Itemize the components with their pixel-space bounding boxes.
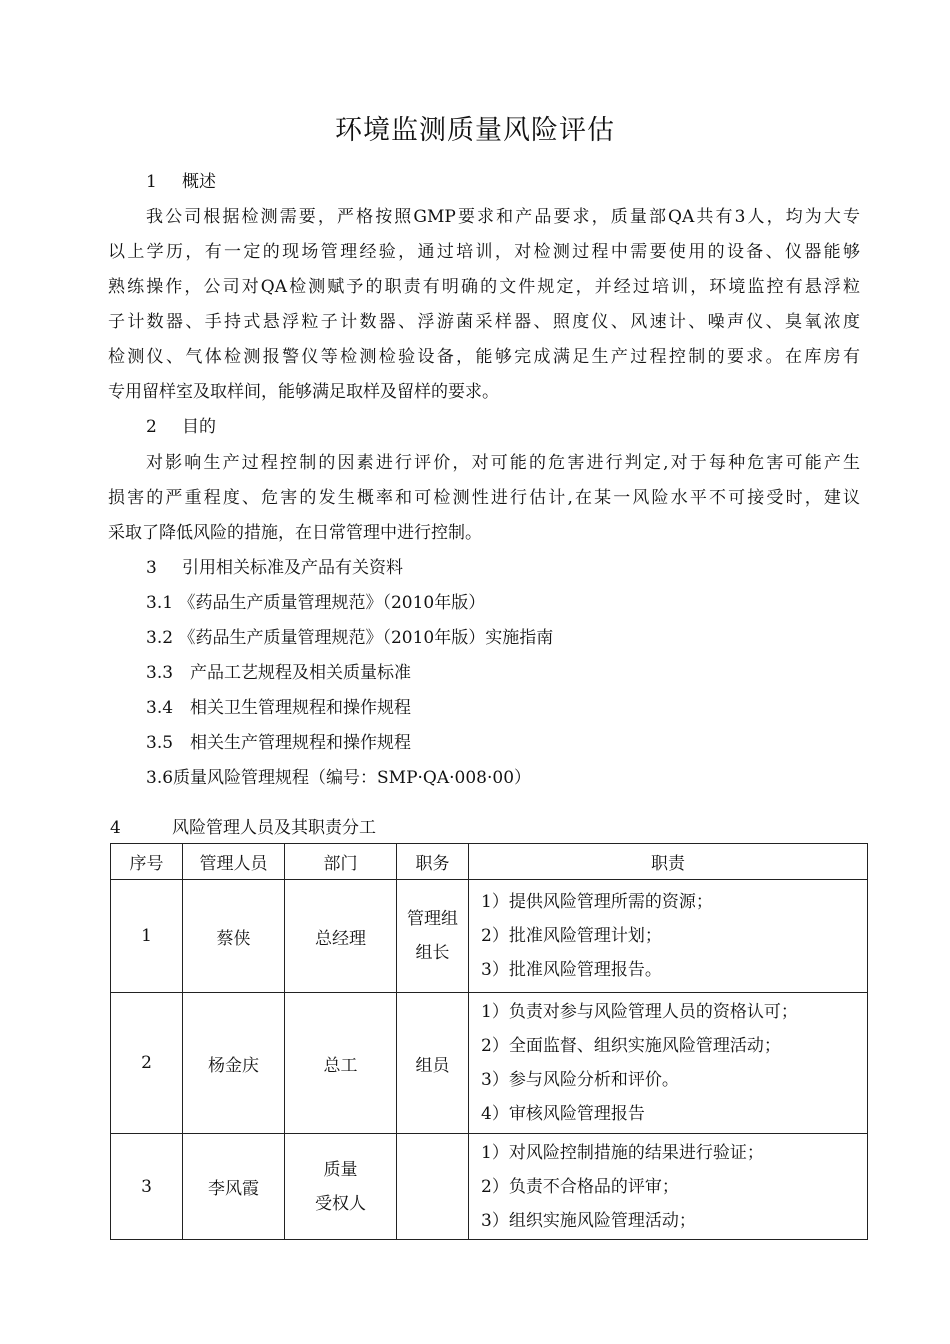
responsibility-table: [110, 843, 868, 1240]
department: 质量 受权人: [285, 1134, 397, 1240]
table-row: [111, 993, 868, 1134]
paragraph-line: 我公司根据检测需要，严格按照GMP要求和产品要求，质量部QA共有3人，均为大专: [146, 207, 860, 227]
paragraph-line: 检测仪、气体检测报警仪等检测检验设备，能够完成满足生产过程控制的要求。在库房有: [108, 347, 860, 367]
reference-item: 3.1 《药品生产质量管理规范》（2010年版）: [146, 593, 486, 613]
department: 总经理: [285, 880, 397, 993]
header-cell: 管理人员: [183, 844, 285, 880]
section-4-heading: 4 风险管理人员及其职责分工: [110, 818, 376, 838]
paragraph-line: 以上学历，有一定的现场管理经验，通过培训，对检测过程中需要使用的设备、仪器能够: [108, 242, 860, 262]
position: 组员: [397, 993, 469, 1134]
position: 管理组 组长: [397, 880, 469, 993]
reference-item: 3.5 相关生产管理规程和操作规程: [146, 733, 412, 753]
section-1-heading: 1 概述: [146, 172, 216, 192]
duties: 1）负责对参与风险管理人员的资格认可； 2）全面监督、组织实施风险管理活动； 3）参与风险分析和评价。 4）审核风险管理报告: [469, 993, 868, 1134]
paragraph-line: 专用留样室及取样间，能够满足取样及留样的要求。: [108, 382, 499, 402]
header-cell: 职务: [397, 844, 469, 880]
paragraph-line: 子计数器、手持式悬浮粒子计数器、浮游菌采样器、照度仪、风速计、噪声仪、臭氧浓度: [108, 312, 860, 332]
department: 总工: [285, 993, 397, 1134]
paragraph-line: 损害的严重程度、危害的发生概率和可检测性进行估计,在某一风险水平不可接受时，建议: [108, 488, 860, 508]
section-2-heading: 2 目的: [146, 417, 216, 437]
section-3-heading: 3 引用相关标准及产品有关资料: [146, 558, 403, 578]
person-name: 蔡侠: [183, 880, 285, 993]
row-number: 1: [111, 880, 183, 993]
reference-item: 3.4 相关卫生管理规程和操作规程: [146, 698, 412, 718]
row-number: 3: [111, 1134, 183, 1240]
table-header-row: [111, 844, 868, 880]
reference-item: 3.6质量风险管理规程（编号：SMP·QA·008·00）: [146, 768, 532, 788]
position: [397, 1134, 469, 1240]
paragraph-line: 对影响生产过程控制的因素进行评价，对可能的危害进行判定,对于每种危害可能产生: [146, 453, 860, 473]
table-row: [111, 1134, 868, 1240]
reference-item: 3.3 产品工艺规程及相关质量标准: [146, 663, 412, 683]
row-number: 2: [111, 993, 183, 1134]
table-row: [111, 880, 868, 993]
header-cell: 序号: [111, 844, 183, 880]
person-name: 杨金庆: [183, 993, 285, 1134]
header-cell: 职责: [469, 844, 868, 880]
duties: 1）对风险控制措施的结果进行验证； 2）负责不合格品的评审； 3）组织实施风险管理活动；: [469, 1134, 868, 1240]
document-title: 环境监测质量风险评估: [335, 115, 615, 146]
person-name: 李风霞: [183, 1134, 285, 1240]
duties: 1）提供风险管理所需的资源； 2）批准风险管理计划； 3）批准风险管理报告。: [469, 880, 868, 993]
header-cell: 部门: [285, 844, 397, 880]
paragraph-line: 熟练操作，公司对QA检测赋予的职责有明确的文件规定，并经过培训，环境监控有悬浮粒: [108, 277, 860, 297]
paragraph-line: 采取了降低风险的措施，在日常管理中进行控制。: [108, 523, 482, 543]
reference-item: 3.2 《药品生产质量管理规范》（2010年版）实施指南: [146, 628, 554, 648]
